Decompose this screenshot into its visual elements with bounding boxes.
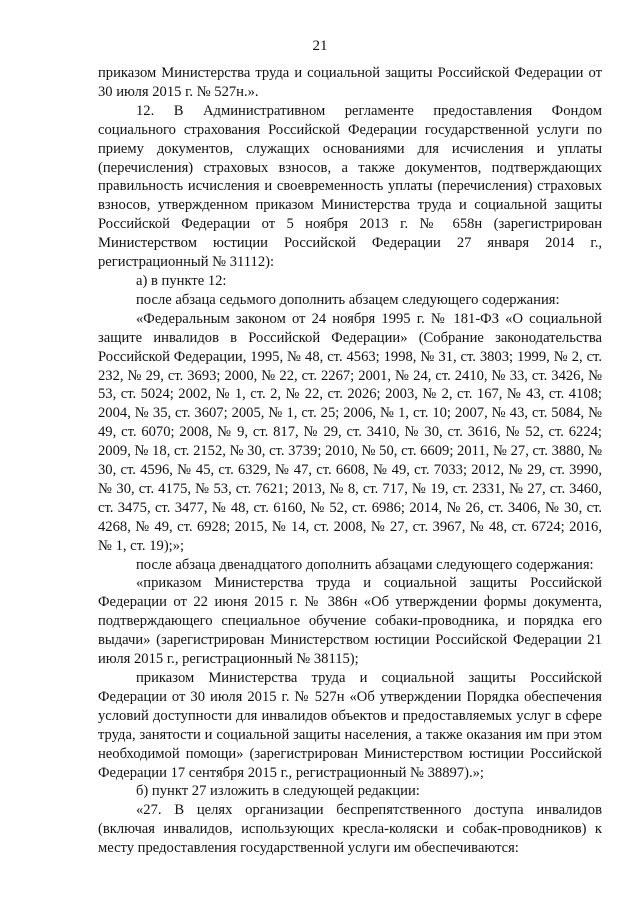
page-number: 21 <box>312 38 328 54</box>
paragraph-federal-law-quote: «Федеральным законом от 24 ноября 1995 г. № 181-ФЗ «О социальной защите инвалидов в Российской Федерации» (Собрание законодательства Российской Федерации, 1995, № 48, ст. 4563; 1998, № 31, ст. 3803; 1999, № 2, ст. 232, № 29, ст. 3693; 2000, № 22, ст. 2267; 2001, № 24, ст. 2410, № 33, ст. 3426, № 53, ст. 5024; 2002, № 1, ст. 2, № 22, ст. 2026; 2003, № 2, ст. 167, № 43, ст. 4108; 2004, № 35, ст. 3607; 2005, № 1, ст. 25; 2006, № 1, ст. 10; 2007, № 43, ст. 5084, № 49, ст. 6070; 2008, № 9, ст. 817, № 29, ст. 3410, № 30, ст. 3616, № 52, ст. 6224; 2009, № 18, ст. 2152, № 30, ст. 3739; 2010, № 50, ст. 6609; 2011, № 27, ст. 3880, № 30, ст. 4596, № 45, ст. 6329, № 47, ст. 6608, № 49, ст. 7033; 2012, № 29, ст. 3990, № 30, ст. 4175, № 53, ст. 7621; 2013, № 8, ст. 717, № 19, ст. 2331, № 27, ст. 3460, ст. 3475, ст. 3477, № 48, ст. 6160, № 52, ст. 6986; 2014, № 26, ст. 3406, № 30, ст. 4268, № 49, ст. 6928; 2015, № 14, ст. 2008, № 27, ст. 3967, № 48, ст. 6724; 2016, № 1, ст. 19);»; <box>98 310 602 554</box>
paragraph-order-527n: приказом Министерства труда и социальной защиты Российской Федерации от 30 июля 2015 г. № 527н «Об утверждении Порядка обеспечения условий доступности для инвалидов объектов и предоставляемых услуг в сфере труда, занятости и социальной защиты населения, а также оказания им при этом необходимой помощи» (зарегистрирован Министерством юстиции Российской Федерации 17 сентября 2015 г., регистрационный № 38897).»; <box>98 670 602 781</box>
document-body <box>98 64 602 858</box>
paragraph-continuation: приказом Министерства труда и социальной защиты Российской Федерации от 30 июля 2015 г. № 527н.». <box>98 65 602 100</box>
paragraph-subitem-a: а) в пункте 12: <box>136 272 227 289</box>
paragraph-order-386n: «приказом Министерства труда и социальной защиты Российской Федерации от 22 июня 2015 г. № 386н «Об утверждении формы документа, подтверждающего специальное обучение собаки-проводника, и порядка его выдачи» (зарегистрирован Министерством юстиции Российской Федерации 21 июля 2015 г., регистрационный № 38115); <box>98 575 602 668</box>
paragraph-after-seventh: после абзаца седьмого дополнить абзацем следующего содержания: <box>136 291 560 308</box>
paragraph-subitem-b: б) пункт 27 изложить в следующей редакции: <box>136 783 420 800</box>
paragraph-after-twelfth: после абзаца двенадцатого дополнить абзацами следующего содержания: <box>136 556 594 573</box>
paragraph-item-12: 12. В Административном регламенте предоставления Фондом социального страхования Российской Федерации государственной услуги по приему документов, служащих основаниями для исчисления и уплаты (перечисления) страховых взносов, а также документов, подтверждающих правильность исчисления и своевременность уплаты (перечисления) страховых взносов, утвержденном приказом Министерства труда и социальной защиты Российской Федерации от 5 ноября 2013 г. № 658н (зарегистрирован Министерством юстиции Российской Федерации 27 января 2014 г., регистрационный № 31112): <box>98 102 602 271</box>
paragraph-item-27: «27. В целях организации беспрепятственного доступа инвалидов (включая инвалидов, использующих кресла-коляски и собак-проводников) к месту предоставления государственной услуги им обеспечиваются: <box>98 802 602 857</box>
